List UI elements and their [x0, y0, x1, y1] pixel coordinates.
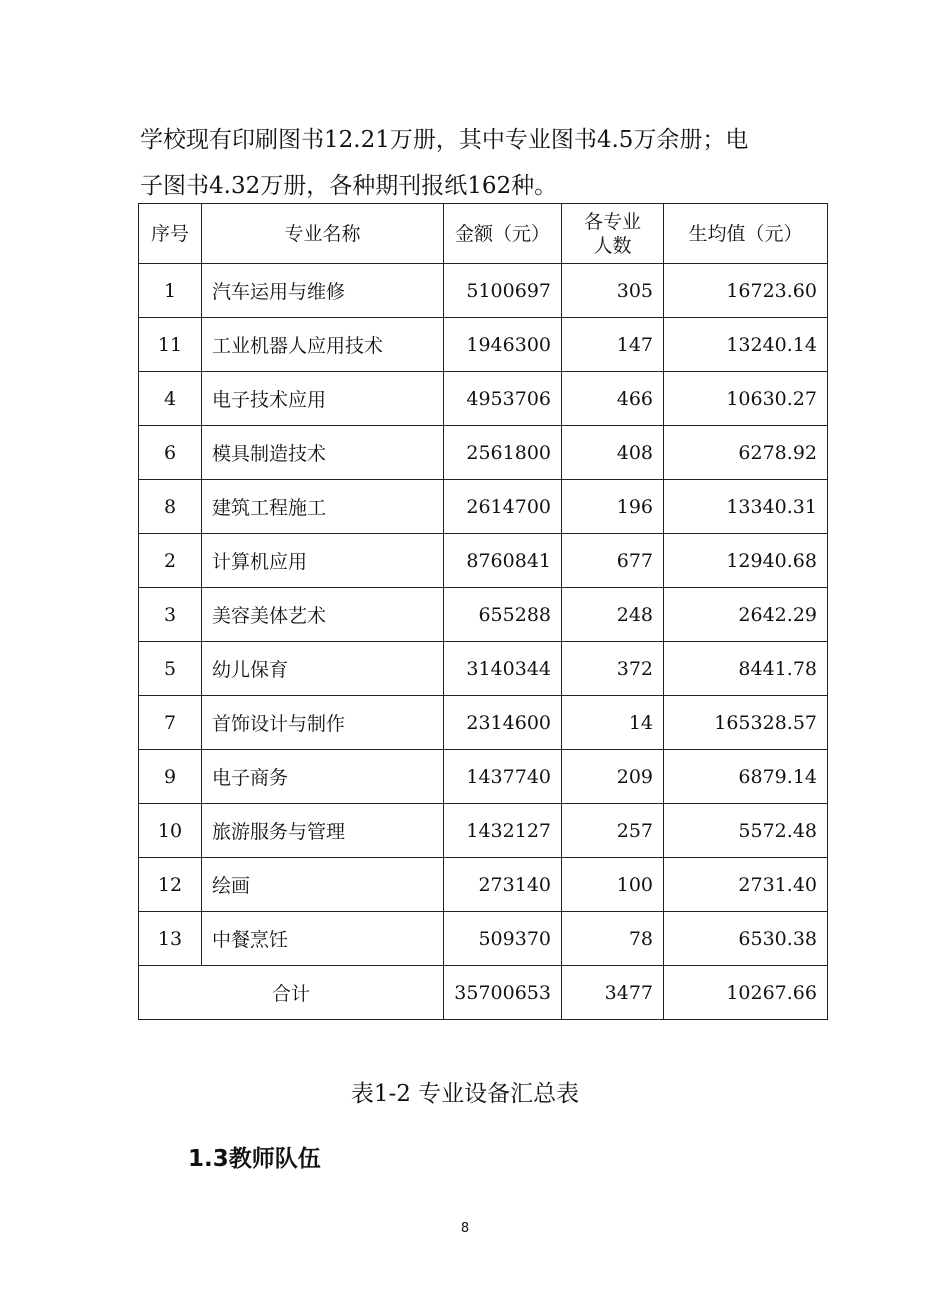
cell-no: 8	[139, 480, 202, 534]
table-row	[139, 912, 828, 966]
cell-amount: 273140	[444, 858, 562, 912]
cell-major-name: 工业机器人应用技术	[202, 318, 444, 372]
cell-major-name: 电子技术应用	[202, 372, 444, 426]
section-heading: 1.3教师队伍	[188, 1146, 321, 1172]
cell-per-capita: 5572.48	[664, 804, 828, 858]
total-amount: 35700653	[444, 966, 562, 1020]
cell-no: 9	[139, 750, 202, 804]
cell-students: 209	[562, 750, 664, 804]
cell-students: 14	[562, 696, 664, 750]
cell-students: 147	[562, 318, 664, 372]
cell-amount: 4953706	[444, 372, 562, 426]
cell-major-name: 绘画	[202, 858, 444, 912]
table-caption: 表1-2 专业设备汇总表	[350, 1081, 580, 1107]
header-major-name: 专业名称	[202, 204, 444, 264]
table-row	[139, 426, 828, 480]
cell-major-name: 模具制造技术	[202, 426, 444, 480]
cell-major-name: 汽车运用与维修	[202, 264, 444, 318]
cell-no: 5	[139, 642, 202, 696]
equipment-summary-table	[138, 203, 828, 1020]
table-row	[139, 534, 828, 588]
cell-amount: 2561800	[444, 426, 562, 480]
cell-per-capita: 6278.92	[664, 426, 828, 480]
cell-amount: 509370	[444, 912, 562, 966]
cell-students: 677	[562, 534, 664, 588]
cell-per-capita: 16723.60	[664, 264, 828, 318]
cell-students: 257	[562, 804, 664, 858]
cell-students: 78	[562, 912, 664, 966]
cell-students: 372	[562, 642, 664, 696]
header-students	[562, 204, 664, 264]
cell-per-capita: 13340.31	[664, 480, 828, 534]
cell-students: 248	[562, 588, 664, 642]
cell-no: 13	[139, 912, 202, 966]
cell-no: 11	[139, 318, 202, 372]
header-per-capita: 生均值（元）	[664, 204, 828, 264]
intro-line-2: 子图书4.32万册，各种期刊报纸162种。	[140, 173, 558, 199]
table-row	[139, 372, 828, 426]
cell-no: 7	[139, 696, 202, 750]
table-row	[139, 480, 828, 534]
table-row	[139, 264, 828, 318]
cell-amount: 1437740	[444, 750, 562, 804]
cell-major-name: 首饰设计与制作	[202, 696, 444, 750]
table-row	[139, 642, 828, 696]
cell-per-capita: 8441.78	[664, 642, 828, 696]
table-row	[139, 588, 828, 642]
cell-students: 305	[562, 264, 664, 318]
cell-per-capita: 13240.14	[664, 318, 828, 372]
cell-major-name: 旅游服务与管理	[202, 804, 444, 858]
table-row	[139, 750, 828, 804]
cell-per-capita: 6879.14	[664, 750, 828, 804]
cell-major-name: 幼儿保育	[202, 642, 444, 696]
header-amount: 金额（元）	[444, 204, 562, 264]
header-no: 序号	[139, 204, 202, 264]
cell-per-capita: 165328.57	[664, 696, 828, 750]
cell-no: 4	[139, 372, 202, 426]
cell-no: 1	[139, 264, 202, 318]
cell-major-name: 美容美体艺术	[202, 588, 444, 642]
cell-amount: 1432127	[444, 804, 562, 858]
table-row	[139, 858, 828, 912]
total-row	[139, 966, 828, 1020]
cell-no: 3	[139, 588, 202, 642]
intro-line-1: 学校现有印刷图书12.21万册，其中专业图书4.5万余册；电	[140, 127, 749, 153]
cell-major-name: 电子商务	[202, 750, 444, 804]
table-row	[139, 318, 828, 372]
cell-amount: 5100697	[444, 264, 562, 318]
header-students-line2: 人数	[593, 234, 632, 257]
cell-per-capita: 2642.29	[664, 588, 828, 642]
page-number: 8	[460, 1221, 470, 1236]
cell-amount: 8760841	[444, 534, 562, 588]
header-students-line1: 各专业	[583, 210, 641, 233]
table-row	[139, 696, 828, 750]
cell-students: 196	[562, 480, 664, 534]
table-row	[139, 804, 828, 858]
cell-major-name: 中餐烹饪	[202, 912, 444, 966]
cell-no: 6	[139, 426, 202, 480]
cell-no: 2	[139, 534, 202, 588]
cell-students: 100	[562, 858, 664, 912]
cell-no: 12	[139, 858, 202, 912]
cell-per-capita: 12940.68	[664, 534, 828, 588]
cell-amount: 3140344	[444, 642, 562, 696]
cell-amount: 2614700	[444, 480, 562, 534]
cell-students: 466	[562, 372, 664, 426]
cell-per-capita: 6530.38	[664, 912, 828, 966]
cell-per-capita: 10630.27	[664, 372, 828, 426]
total-students: 3477	[562, 966, 664, 1020]
cell-major-name: 计算机应用	[202, 534, 444, 588]
total-label: 合计	[139, 966, 444, 1020]
cell-no: 10	[139, 804, 202, 858]
cell-major-name: 建筑工程施工	[202, 480, 444, 534]
cell-students: 408	[562, 426, 664, 480]
total-per-capita: 10267.66	[664, 966, 828, 1020]
cell-amount: 655288	[444, 588, 562, 642]
cell-amount: 2314600	[444, 696, 562, 750]
cell-per-capita: 2731.40	[664, 858, 828, 912]
cell-amount: 1946300	[444, 318, 562, 372]
table-header-row	[139, 204, 828, 264]
